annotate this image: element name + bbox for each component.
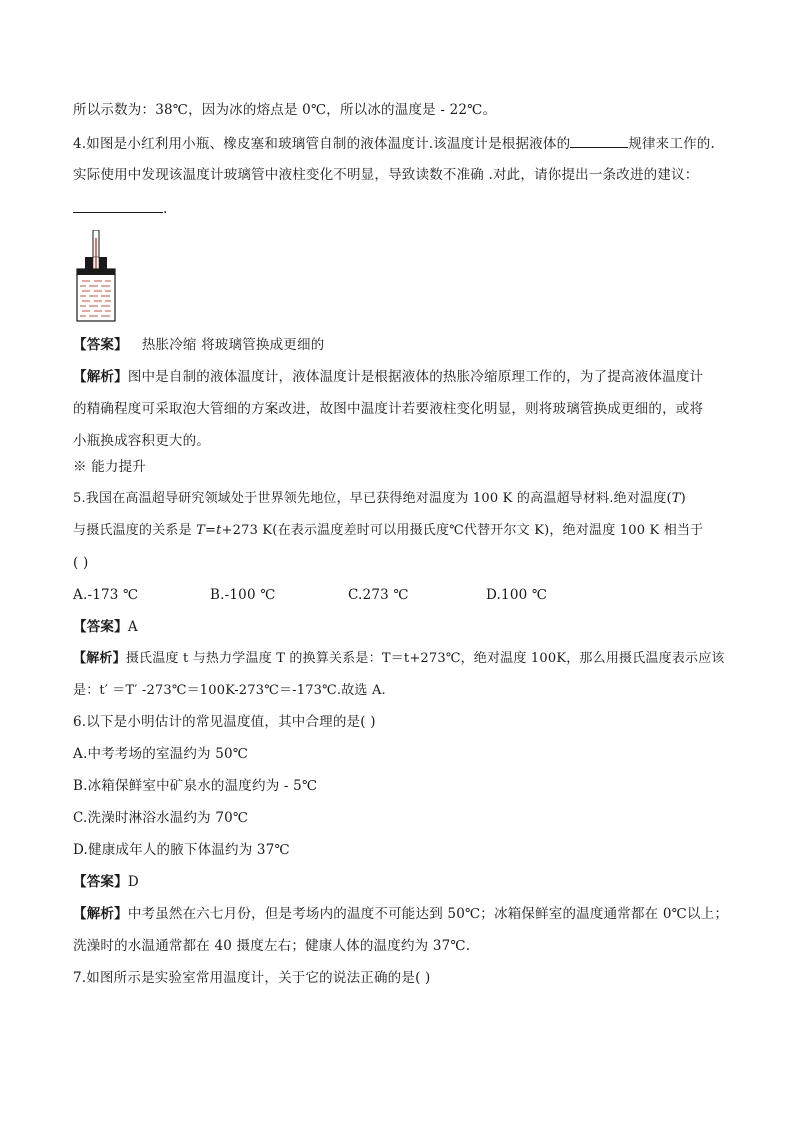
section-heading: ※ 能力提升 [73,459,146,475]
option-d: D.健康成年人的腋下体温约为 37℃ [73,842,290,858]
text-line: 实际使用中发现该温度计玻璃管中液柱变化不明显，导致读数不准确 .对此，请你提出一条改进的建议： [73,167,699,183]
thermometer-figure [73,230,119,322]
text-line: 洗澡时的水温通常都在 40 摄度左右；健康人体的温度约为 37℃. [73,938,471,954]
analysis-5: 【解析】摄氏温度 t 与热力学温度 T 的换算关系是：T＝t+273℃，绝对温度 100K，那么用摄氏温度表示应该 [73,651,725,666]
text-line: 所以示数为：38℃，因为冰的熔点是 0℃，所以冰的温度是 - 22℃。 [73,102,497,118]
text-line: 小瓶换成容积更大的。 [73,433,210,449]
option-d: D.100 ℃ [486,587,548,603]
option-a: A.中考考场的室温约为 50℃ [73,746,249,762]
text-line: 是：t′ ＝T′ -273℃＝100K-273℃＝-173℃.故选 A. [73,683,386,698]
option-c: C.洗澡时淋浴水温约为 70℃ [73,810,249,826]
text-line: 的精确程度可采取泡大管细的方案改进，故图中温度计若要液柱变化明显，则将玻璃管换成更细的，或将 [73,401,704,417]
answer-5: 【答案】A [73,619,138,635]
answer-blank[interactable] [73,198,163,213]
option-b: B.冰箱保鲜室中矿泉水的温度约为 - 5℃ [73,778,318,794]
analysis-4: 【解析】图中是自制的液体温度计，液体温度计是根据液体的热胀冷缩原理工作的，为了提高液体温度计 [73,369,704,385]
question-4: 4.如图是小红利用小瓶、橡皮塞和玻璃管自制的液体温度计.该温度计是根据液体的 规律来工作的. [73,133,715,153]
thermometer-illustration [73,230,119,322]
analysis-6: 【解析】中考虽然在六七月份，但是考场内的温度不可能达到 50℃；冰箱保鲜室的温度通常都在 0℃以上； [73,906,729,922]
text-line: ( ) [73,555,89,571]
answer-4: 【答案】 热胀冷缩 将玻璃管换成更细的 [73,337,325,353]
answer-6: 【答案】D [73,874,139,890]
text-line: . [73,198,168,218]
question-6: 6.以下是小明估计的常见温度值，其中合理的是( ) [73,714,376,730]
question-5: 5.我国在高温超导研究领域处于世界领先地位，早已获得绝对温度为 100 K 的高温超导材料.绝对温度(T) [73,491,686,506]
option-c: C.273 ℃ [348,587,409,603]
option-b: B.-100 ℃ [210,587,276,603]
option-a: A.-173 ℃ [73,587,139,603]
question-7: 7.如图所示是实验室常用温度计，关于它的说法正确的是( ) [73,970,431,986]
answer-blank[interactable] [570,133,628,148]
text-line: 与摄氏温度的关系是 T=t+273 K(在表示温度差时可以用摄氏度℃代替开尔文 K)，绝对温度 100 K 相当于 [73,523,704,538]
